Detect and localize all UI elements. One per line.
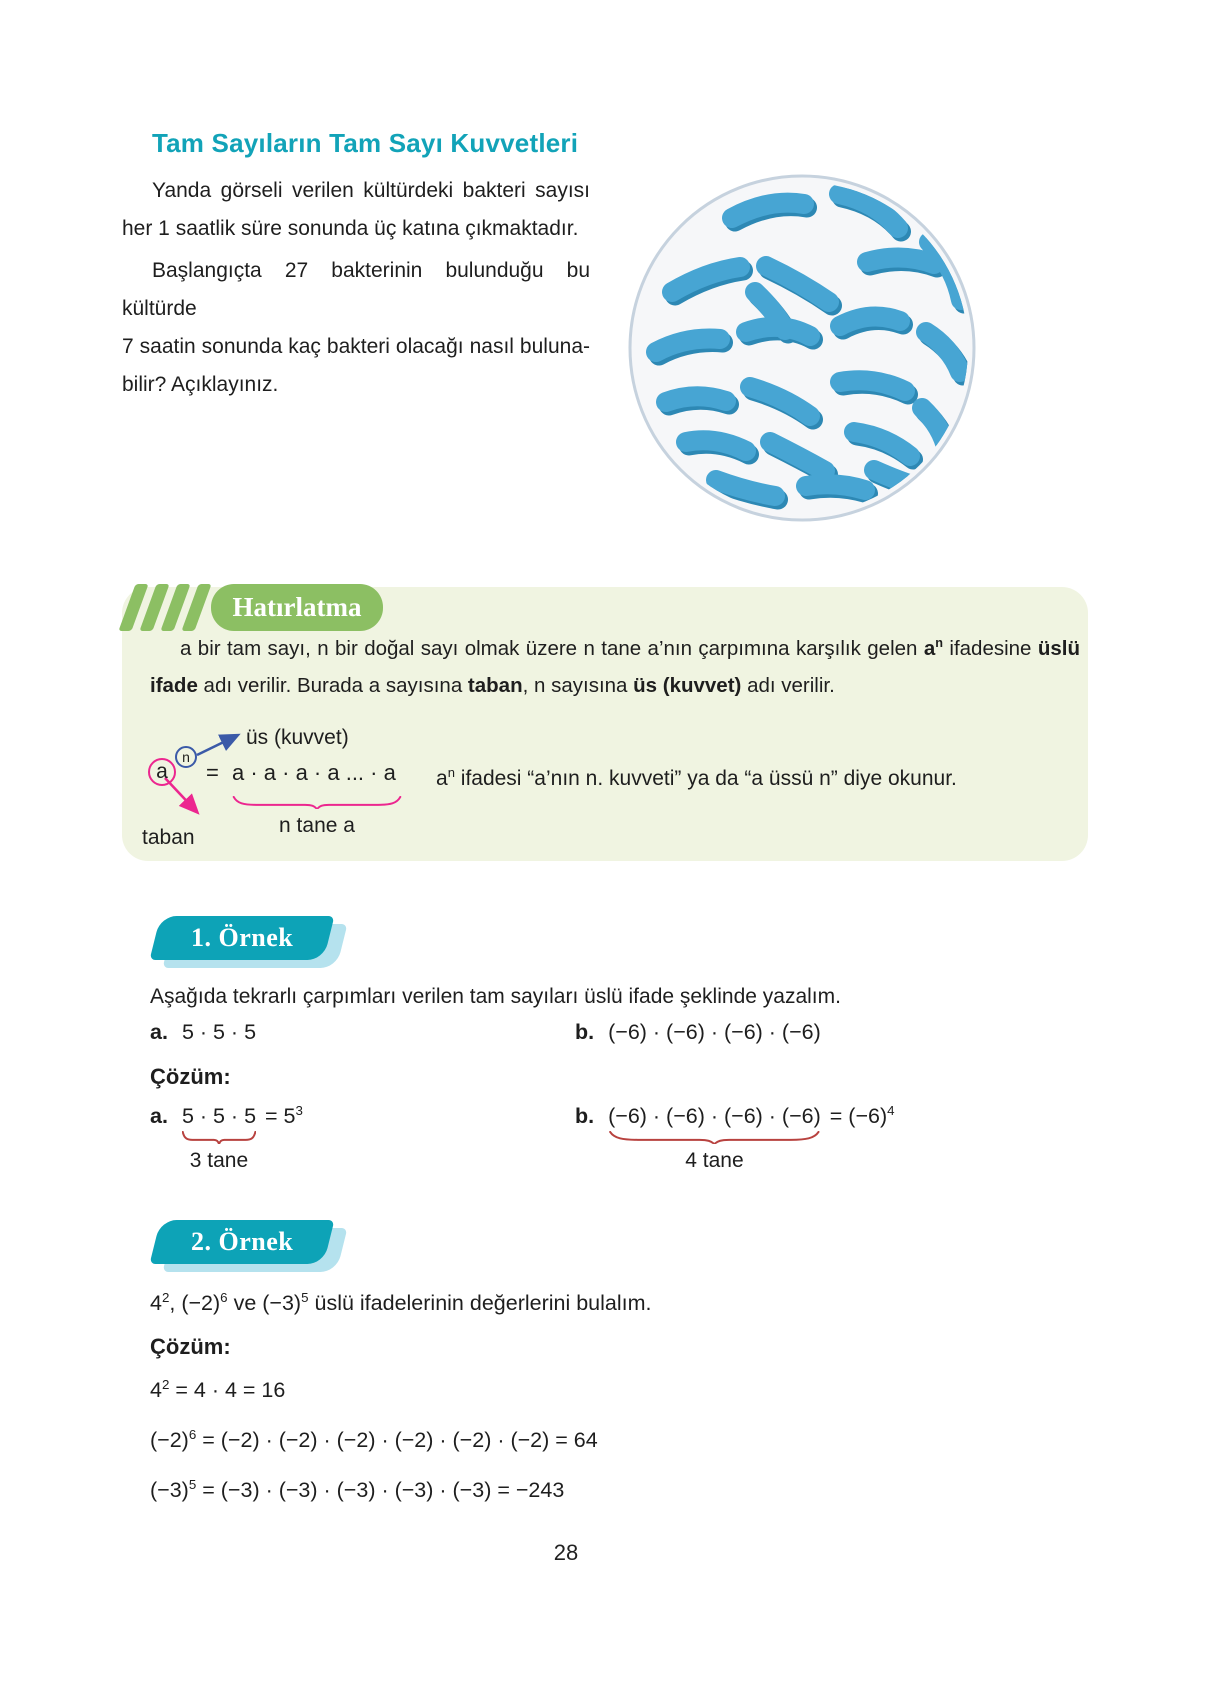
example1-banner-label: 1. Örnek <box>190 923 294 952</box>
solution-b-label: b. <box>575 1104 595 1128</box>
base-symbol: a <box>148 758 176 786</box>
reminder-banner-pill <box>211 584 383 631</box>
example2-banner-label: 2. Örnek <box>190 1227 294 1256</box>
example1-intro: Aşağıda tekrarlı çarpımları verilen tam sayıları üslü ifade şeklinde yazalım. <box>150 985 841 1008</box>
underbrace-icon <box>182 1131 256 1144</box>
n-tane-a-label: n tane a <box>279 814 355 837</box>
banner-body <box>150 916 335 960</box>
page-number: 28 <box>553 1540 579 1565</box>
intro-paragraph-2: Başlangıçta 27 bakterinin bulunduğu bu kültürde 7 saatin sonunda kaç bakteri olacağı nasıl buluna- bilir? Açıklayınız. <box>122 259 590 396</box>
banner-body <box>150 1220 335 1264</box>
solution-b-braced-product <box>608 1104 821 1172</box>
solution-b-result: = $(-6)^4$ <box>829 1102 895 1128</box>
solution-b <box>575 1102 895 1172</box>
power-notation-diagram <box>140 712 1090 862</box>
item-a-expression: 5 · 5 · 5 <box>181 1020 257 1044</box>
power-reading-note: $a^n$ ifadesi “a’nın n. kuvveti” ya da “a üssü n” diye okunur. <box>436 765 957 790</box>
base-callout-label: taban <box>142 826 195 849</box>
solution-a <box>150 1102 303 1172</box>
exponent-callout-label: üs (kuvvet) <box>246 726 349 749</box>
solution-b-count-label: 4 tane <box>685 1149 744 1172</box>
solution-a-result: = $5^3$ <box>265 1102 303 1128</box>
solution-a-product: 5 · 5 · 5 <box>181 1104 257 1128</box>
underbrace-icon <box>608 1131 821 1144</box>
reminder-banner-label: Hatırlatma <box>232 592 362 622</box>
example1-banner <box>155 916 365 972</box>
underbrace-icon <box>232 796 402 809</box>
example1-item-a <box>150 1020 256 1045</box>
intro-paragraph-1: Yanda görseli verilen kültürdeki bakteri sayısı her 1 saatlik süre sonunda üç katına çıkmaktadır. <box>122 179 590 240</box>
example1-item-b <box>575 1020 821 1045</box>
reminder-banner <box>127 584 383 631</box>
petri-dish-icon <box>624 170 980 526</box>
example2-banner <box>155 1220 365 1276</box>
reminder-paragraph: a bir tam sayı, n bir doğal sayı olmak üzere n tane a’nın çarpımına karşılık gelen $a^n$ ifadesine üslü ifade adı verilir. Burada a sayısına taban, n sayısına üs (kuvvet) adı verilir. <box>150 635 1081 697</box>
solution-a-label: a. <box>150 1104 168 1128</box>
solution-b-product: (−6) · (−6) · (−6) · (−6) <box>608 1104 821 1128</box>
expansion-expression: a · a · a · a ... · a <box>232 760 396 785</box>
solution-a-count-label: 3 tane <box>189 1149 249 1172</box>
item-b-expression: (−6) · (−6) · (−6) · (−6) <box>608 1020 821 1044</box>
page-title: Tam Sayıların Tam Sayı Kuvvetleri <box>152 128 579 158</box>
example1-solution-heading: Çözüm: <box>150 1064 231 1089</box>
item-a-label: a. <box>150 1020 168 1044</box>
example2-intro: $4^2$, $(-2)^6$ ve $(-3)^5$ üslü ifadelerinin değerlerini bulalım. <box>150 1289 652 1315</box>
example2-solution-heading: Çözüm: <box>150 1334 231 1359</box>
solution-a-braced-product <box>181 1104 257 1172</box>
example2-solution-lines: $4^2 = 4 \cdot 4 = 16$ $(-2)^6 = (-2) \cdot (-2) \cdot (-2) \cdot (-2) \cdot (-2) \cdot (-2) = 64$ $(-3)^5 = (-3) \cdot (-3) \cdot (-3) \cdot (-3) \cdot (-3) = -243$ <box>150 1376 598 1502</box>
equals-sign: = <box>206 760 219 785</box>
exponent-arrow-icon <box>197 736 236 755</box>
bacteria-culture-image <box>624 170 980 526</box>
exponent-symbol: n <box>175 746 197 768</box>
item-b-label: b. <box>575 1020 595 1044</box>
